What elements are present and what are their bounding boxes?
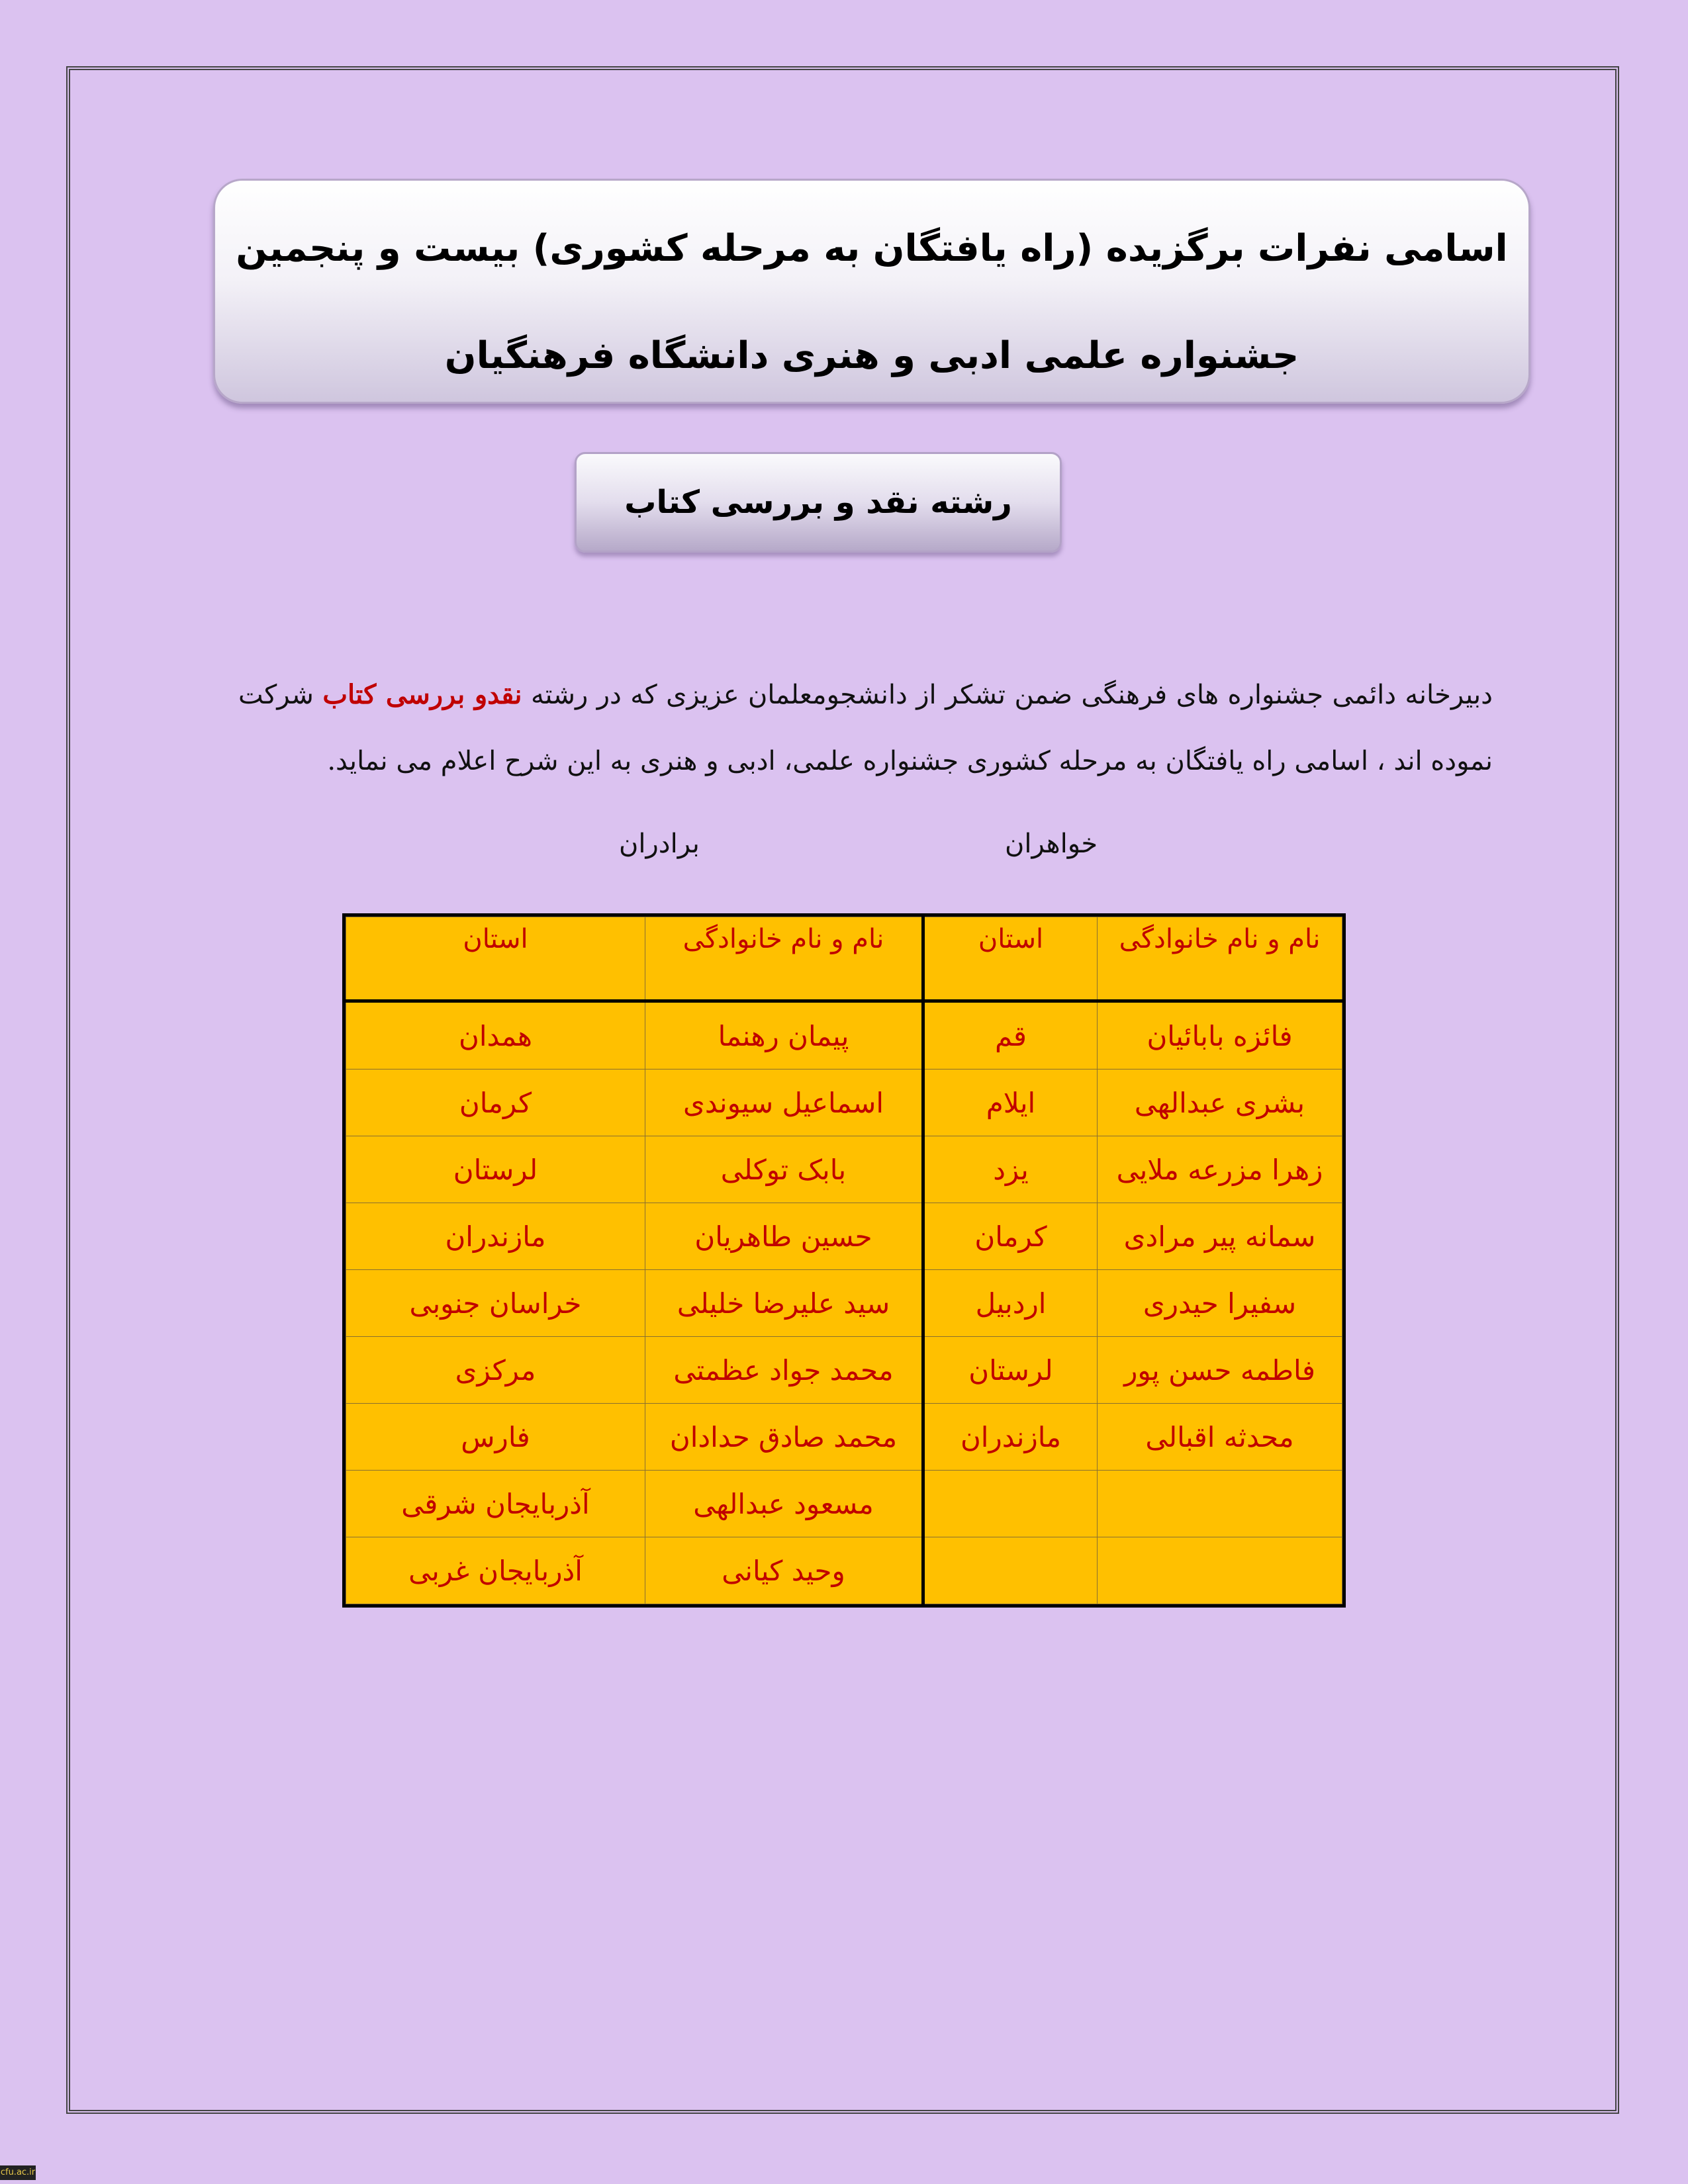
cell-sisters-province: لرستان xyxy=(923,1337,1098,1404)
site-logo: cfu.ac.ir xyxy=(0,2165,36,2180)
header-sisters-province: استان xyxy=(923,917,1098,1001)
cell-brothers-province: فارس xyxy=(346,1404,645,1471)
table-row xyxy=(346,1337,1342,1404)
table-row xyxy=(346,1136,1342,1203)
brothers-label: برادران xyxy=(619,829,700,859)
cell-sisters-name: بشری عبدالهی xyxy=(1098,1069,1342,1136)
cell-sisters-province: یزد xyxy=(923,1136,1098,1203)
cell-sisters-province: اردبیل xyxy=(923,1270,1098,1337)
table-row xyxy=(346,1001,1342,1069)
winners-table xyxy=(346,917,1342,1604)
cell-sisters-name xyxy=(1098,1537,1342,1604)
cell-brothers-name: محمد صادق حدادان xyxy=(645,1404,923,1471)
cell-brothers-name: پیمان رهنما xyxy=(645,1001,923,1069)
cell-brothers-name: اسماعیل سیوندی xyxy=(645,1069,923,1136)
table-row xyxy=(346,1471,1342,1537)
cell-sisters-province: قم xyxy=(923,1001,1098,1069)
cell-brothers-name: مسعود عبدالهی xyxy=(645,1471,923,1537)
header-brothers-province: استان xyxy=(346,917,645,1001)
title-line-2: جشنواره علمی ادبی و هنری دانشگاه فرهنگیان xyxy=(444,334,1299,377)
cell-brothers-name: حسین طاهریان xyxy=(645,1203,923,1270)
header-brothers-name: نام و نام خانوادگی xyxy=(645,917,923,1001)
cell-sisters-province xyxy=(923,1537,1098,1604)
cell-brothers-province: آذربایجان شرقی xyxy=(346,1471,645,1537)
cell-brothers-province: لرستان xyxy=(346,1136,645,1203)
cell-brothers-name: محمد جواد عظمتی xyxy=(645,1337,923,1404)
cell-brothers-province: خراسان جنوبی xyxy=(346,1270,645,1337)
cell-brothers-name: بابک توکلی xyxy=(645,1136,923,1203)
intro-text-before: دبیرخانه دائمی جشنواره های فرهنگی ضمن تشکر از دانشجومعلمان عزیزی که در رشته xyxy=(522,680,1493,710)
cell-brothers-province: آذربایجان غربی xyxy=(346,1537,645,1604)
sisters-label: خواهران xyxy=(1005,829,1098,859)
cell-sisters-province xyxy=(923,1471,1098,1537)
table-row xyxy=(346,1270,1342,1337)
table-row xyxy=(346,1203,1342,1270)
cell-brothers-province: کرمان xyxy=(346,1069,645,1136)
header-sisters-name: نام و نام خانوادگی xyxy=(1098,917,1342,1001)
title-banner xyxy=(213,179,1530,404)
cell-brothers-province: مرکزی xyxy=(346,1337,645,1404)
intro-text-after: شرکت نموده اند ، اسامی راه یافتگان به مرحله کشوری جشنواره علمی، ادبی و هنری به این شرح اعلام می نماید. xyxy=(238,680,1493,776)
cell-sisters-province: مازندران xyxy=(923,1404,1098,1471)
table-row xyxy=(346,1537,1342,1604)
cell-brothers-name: وحید کیانی xyxy=(645,1537,923,1604)
cell-sisters-name: زهرا مزرعه ملایی xyxy=(1098,1136,1342,1203)
cell-sisters-name: سمانه پیر مرادی xyxy=(1098,1203,1342,1270)
cell-sisters-name: محدثه اقبالی xyxy=(1098,1404,1342,1471)
cell-sisters-name xyxy=(1098,1471,1342,1537)
cell-sisters-province: ایلام xyxy=(923,1069,1098,1136)
table-header-row xyxy=(346,917,1342,1001)
table-row xyxy=(346,1069,1342,1136)
cell-brothers-province: همدان xyxy=(346,1001,645,1069)
title-line-1: اسامی نفرات برگزیده (راه یافتگان به مرحله کشوری) بیست و پنجمین xyxy=(236,227,1508,270)
cell-brothers-name: سید علیرضا خلیلی xyxy=(645,1270,923,1337)
cell-sisters-name: سفیرا حیدری xyxy=(1098,1270,1342,1337)
section-label: رشته نقد و بررسی کتاب xyxy=(575,452,1062,553)
table-row xyxy=(346,1404,1342,1471)
intro-paragraph xyxy=(238,662,1493,794)
cell-sisters-name: فاطمه حسن پور xyxy=(1098,1337,1342,1404)
cell-sisters-province: کرمان xyxy=(923,1203,1098,1270)
cell-sisters-name: فائزه بابائیان xyxy=(1098,1001,1342,1069)
cell-brothers-province: مازندران xyxy=(346,1203,645,1270)
intro-highlight: نقدو بررسی کتاب xyxy=(322,679,522,710)
